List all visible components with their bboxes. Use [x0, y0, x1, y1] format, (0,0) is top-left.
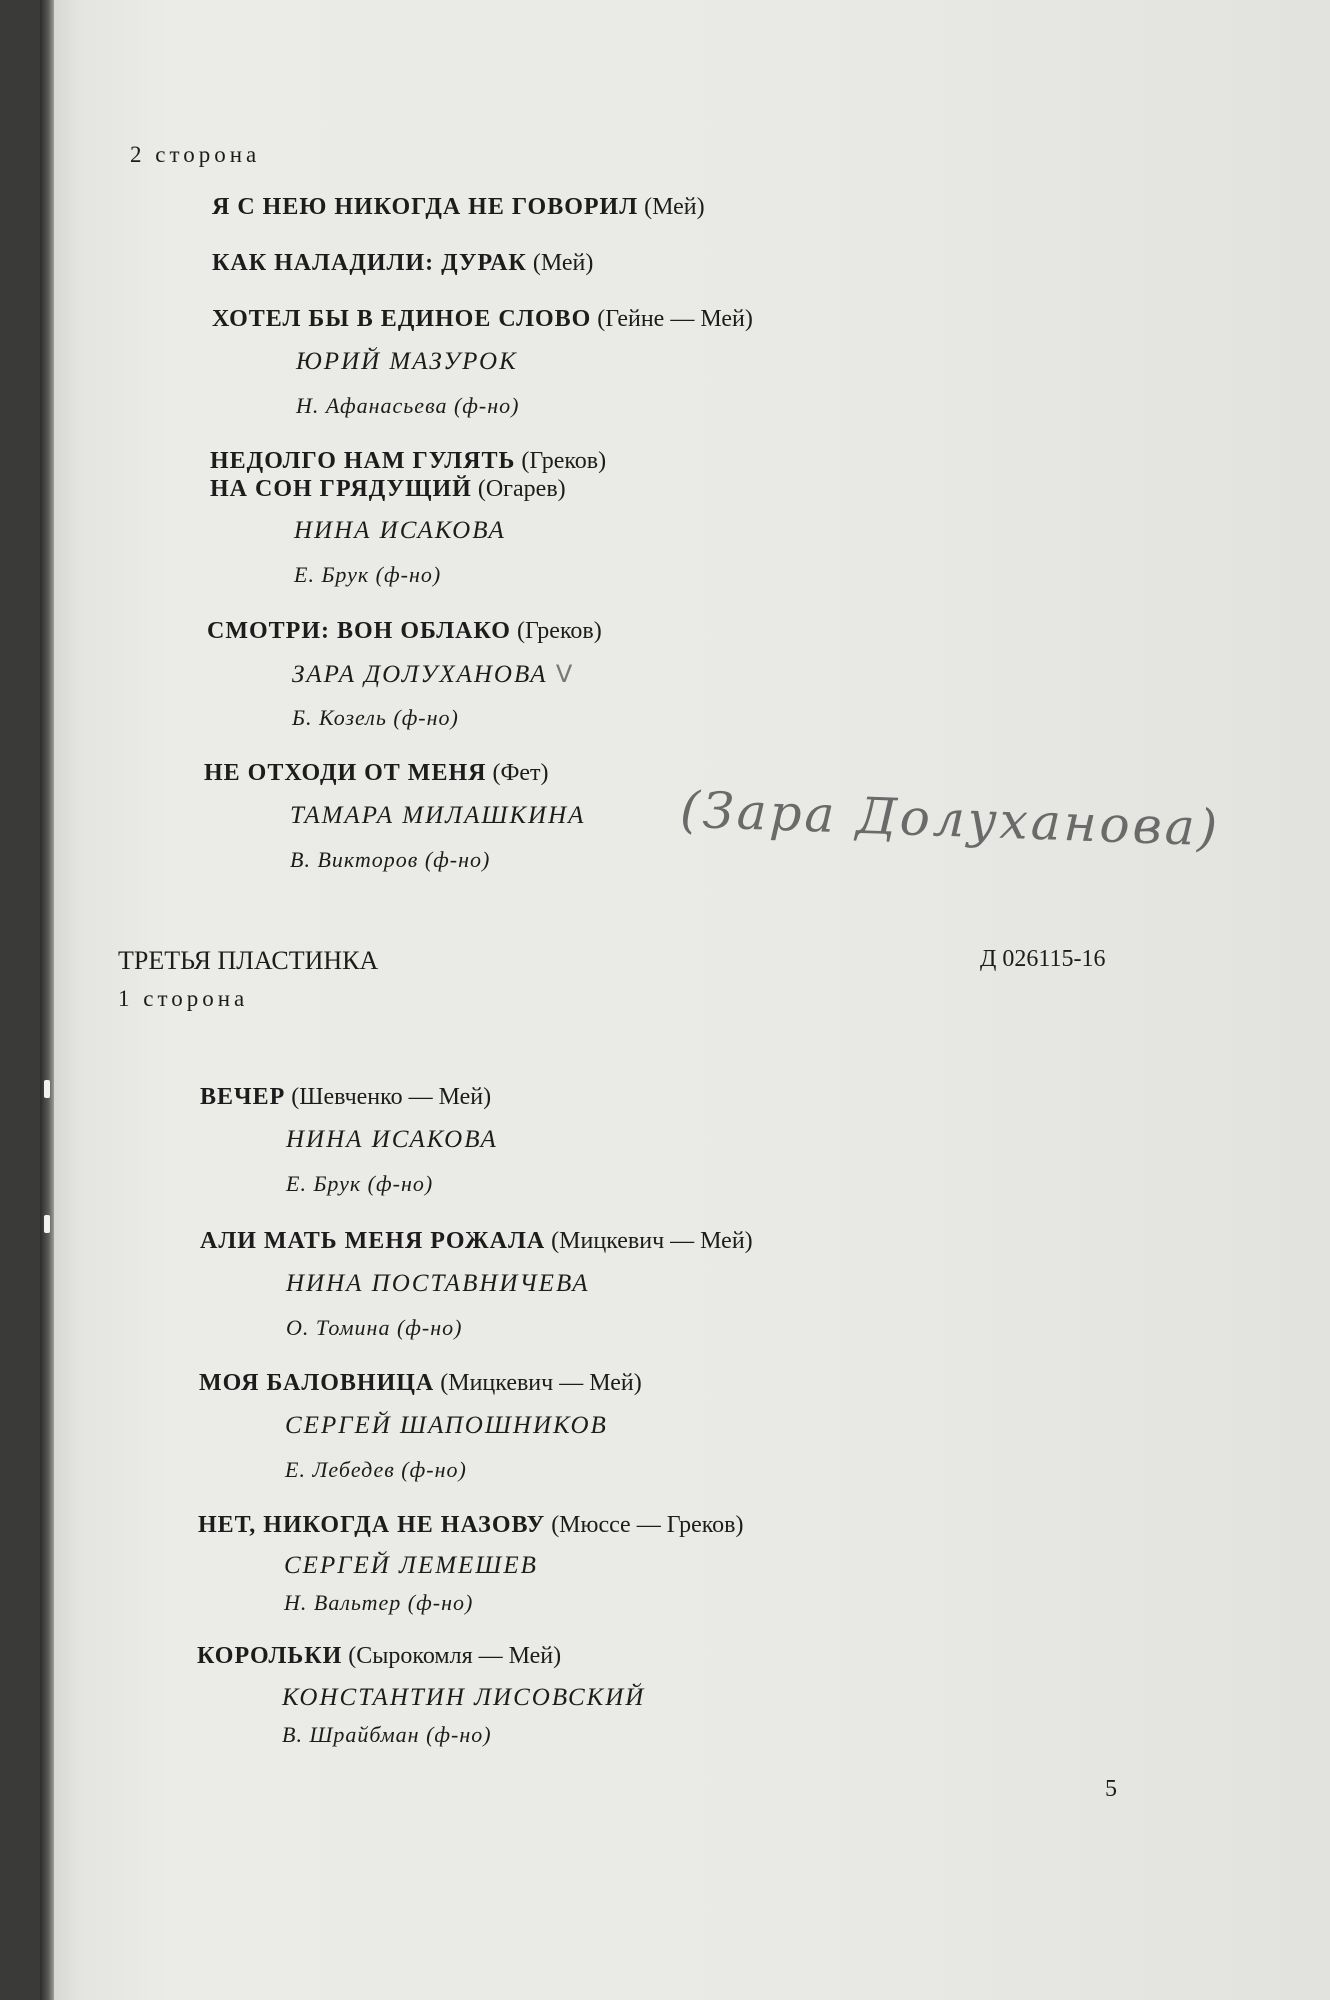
performer: СЕРГЕЙ ЛЕМЕШЕВ: [284, 1552, 538, 1579]
performer: НИНА ПОСТАВНИЧЕВА: [286, 1270, 590, 1297]
track-title: КОРОЛЬКИ: [197, 1643, 343, 1669]
track-title-line: [200, 1228, 753, 1255]
binding-stitch: [44, 1215, 50, 1233]
performer: НИНА ИСАКОВА: [286, 1126, 498, 1153]
track-title-line: [199, 1370, 642, 1397]
track-authors: (Мицкевич — Мей): [551, 1228, 753, 1254]
performer: НИНА ИСАКОВА: [294, 517, 506, 544]
page-number: 5: [1105, 1776, 1117, 1802]
track-title: Я С НЕЮ НИКОГДА НЕ ГОВОРИЛ: [212, 194, 639, 220]
accompanist: Е. Брук (ф-но): [286, 1171, 434, 1196]
track-title: НЕ ОТХОДИ ОТ МЕНЯ: [204, 760, 487, 786]
track-title-line: [204, 760, 549, 787]
performer: ТАМАРА МИЛАШКИНА: [290, 802, 586, 829]
track-title: НЕДОЛГО НАМ ГУЛЯТЬ: [210, 448, 516, 474]
catalog-number: Д 026115-16: [980, 946, 1106, 972]
binding-stitch: [44, 1080, 50, 1098]
record-3-label: ТРЕТЬЯ ПЛАСТИНКА: [118, 946, 379, 975]
track-authors: (Сырокомля — Мей): [348, 1643, 562, 1669]
accompanist: Б. Козель (ф-но): [292, 705, 459, 730]
track-authors: (Мицкевич — Мей): [440, 1370, 642, 1396]
track-title: НА СОН ГРЯДУЩИЙ: [210, 476, 472, 502]
track-title-line: [210, 476, 566, 503]
track-title-line: [207, 618, 602, 645]
track-title: МОЯ БАЛОВНИЦА: [199, 1370, 435, 1396]
handwritten-note: (Зара Долуханова): [679, 780, 1222, 858]
track-authors: (Мюссе — Греков): [551, 1512, 744, 1538]
side-2-label: 2 сторона: [130, 142, 261, 167]
performer: ЮРИЙ МАЗУРОК: [296, 348, 518, 375]
accompanist: Е. Лебедев (ф-но): [285, 1457, 467, 1482]
track-title-line: [212, 250, 593, 277]
track-authors: (Греков): [521, 448, 607, 474]
accompanist: Е. Брук (ф-но): [294, 562, 442, 587]
track-authors: (Гейне — Мей): [597, 306, 753, 332]
performer-line: [292, 660, 574, 689]
track-authors: (Мей): [644, 194, 705, 220]
track-title-line: [212, 306, 753, 333]
track-title: АЛИ МАТЬ МЕНЯ РОЖАЛА: [200, 1228, 546, 1254]
performer: ЗАРА ДОЛУХАНОВА: [292, 661, 548, 688]
accompanist: Н. Вальтер (ф-но): [284, 1590, 474, 1615]
check-mark: V: [555, 660, 575, 688]
track-authors: (Мей): [532, 250, 594, 276]
performer: КОНСТАНТИН ЛИСОВСКИЙ: [282, 1684, 646, 1711]
accompanist: О. Томина (ф-но): [286, 1315, 463, 1340]
track-authors: (Греков): [516, 618, 602, 644]
track-authors: (Шевченко — Мей): [291, 1084, 492, 1110]
track-title: ХОТЕЛ БЫ В ЕДИНОЕ СЛОВО: [212, 306, 592, 332]
accompanist: В. Шрайбман (ф-но): [282, 1722, 492, 1747]
track-title-line: [200, 1084, 491, 1111]
accompanist: В. Викторов (ф-но): [290, 847, 491, 872]
track-title: СМОТРИ: ВОН ОБЛАКО: [207, 618, 511, 644]
track-title-line: [212, 194, 705, 221]
track-title-line: [198, 1512, 743, 1539]
binding-spine: [40, 0, 54, 2000]
track-authors: (Фет): [492, 760, 549, 786]
track-title: НЕТ, НИКОГДА НЕ НАЗОВУ: [198, 1512, 546, 1538]
track-authors: (Огарев): [477, 476, 566, 502]
performer: СЕРГЕЙ ШАПОШНИКОВ: [285, 1412, 608, 1439]
track-title-line: [210, 448, 606, 475]
side-1-label: 1 сторона: [118, 986, 249, 1011]
track-title: КАК НАЛАДИЛИ: ДУРАК: [212, 250, 527, 276]
track-title-line: [197, 1643, 561, 1670]
track-title: ВЕЧЕР: [200, 1084, 286, 1110]
accompanist: Н. Афанасьева (ф-но): [296, 393, 520, 418]
